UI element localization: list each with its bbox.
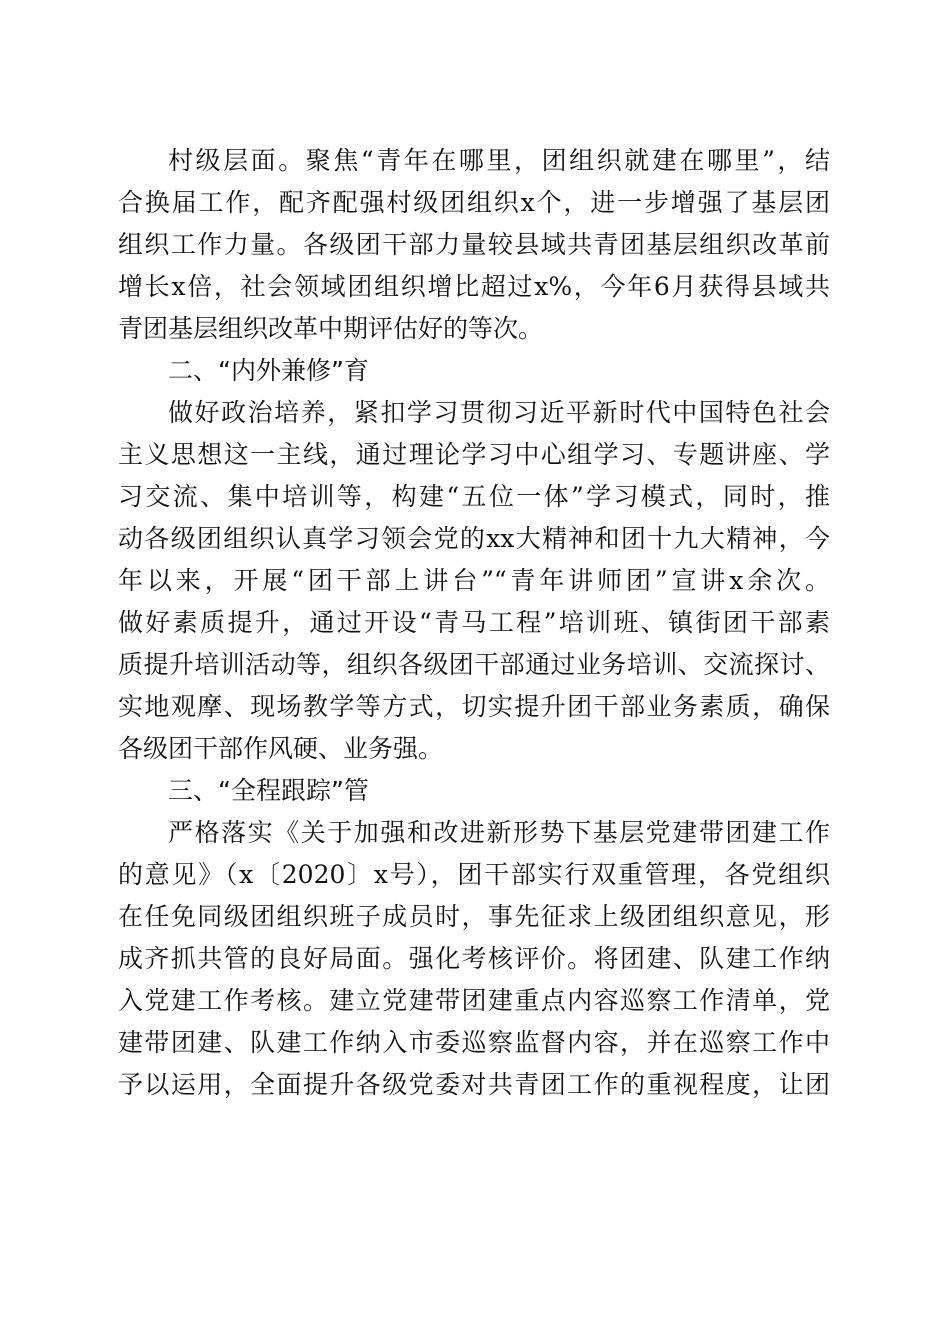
paragraph-line: 村级层面。聚焦“青年在哪里，团组织就建在哪里”，结: [168, 146, 830, 175]
paragraph-line: 合换届工作，配齐配强村级团组织x个，进一步增强了基层团: [118, 188, 830, 217]
paragraph-line: 各级团干部作风硬、业务强。: [118, 734, 444, 763]
paragraph-line: 年以来，开展“团干部上讲台”“青年讲师团”宣讲x余次。: [118, 566, 830, 595]
section-heading: 三、“全程跟踪”管: [168, 776, 369, 805]
paragraph-line: 做好政治培养，紧扣学习贯彻习近平新时代中国特色社会: [168, 398, 830, 427]
paragraph-line: 严格落实《关于加强和改进新形势下基层党建带团建工作: [168, 818, 830, 847]
paragraph-line: 青团基层组织改革中期评估好的等次。: [118, 314, 544, 343]
paragraph-line: 入党建工作考核。建立党建带团建重点内容巡察工作清单，党: [118, 986, 830, 1015]
paragraph-line: 的意见》（x〔2020〕x号），团干部实行双重管理，各党组织: [118, 860, 830, 889]
paragraph-line: 成齐抓共管的良好局面。强化考核评价。将团建、队建工作纳: [118, 944, 830, 973]
section-heading: 二、“内外兼修”育: [168, 356, 369, 385]
paragraph-line: 质提升培训活动等，组织各级团干部通过业务培训、交流探讨、: [118, 650, 830, 679]
paragraph-line: 习交流、集中培训等，构建“五位一体”学习模式，同时，推: [118, 482, 830, 511]
paragraph-line: 组织工作力量。各级团干部力量较县域共青团基层组织改革前: [118, 230, 830, 259]
document-body: [118, 140, 830, 1106]
paragraph-line: 予以运用，全面提升各级党委对共青团工作的重视程度，让团: [118, 1070, 830, 1099]
paragraph-line: 做好素质提升，通过开设“青马工程”培训班、镇街团干部素: [118, 608, 830, 637]
paragraph-line: 实地观摩、现场教学等方式，切实提升团干部业务素质，确保: [118, 692, 830, 721]
paragraph-line: 增长x倍，社会领域团组织增比超过x%，今年6月获得县域共: [118, 272, 830, 301]
paragraph-line: 动各级团组织认真学习领会党的xx大精神和团十九大精神，今: [118, 524, 830, 553]
paragraph-line: 在任免同级团组织班子成员时，事先征求上级团组织意见，形: [118, 902, 830, 931]
paragraph-line: 建带团建、队建工作纳入市委巡察监督内容，并在巡察工作中: [118, 1028, 830, 1057]
paragraph-line: 主义思想这一主线，通过理论学习中心组学习、专题讲座、学: [118, 440, 830, 469]
